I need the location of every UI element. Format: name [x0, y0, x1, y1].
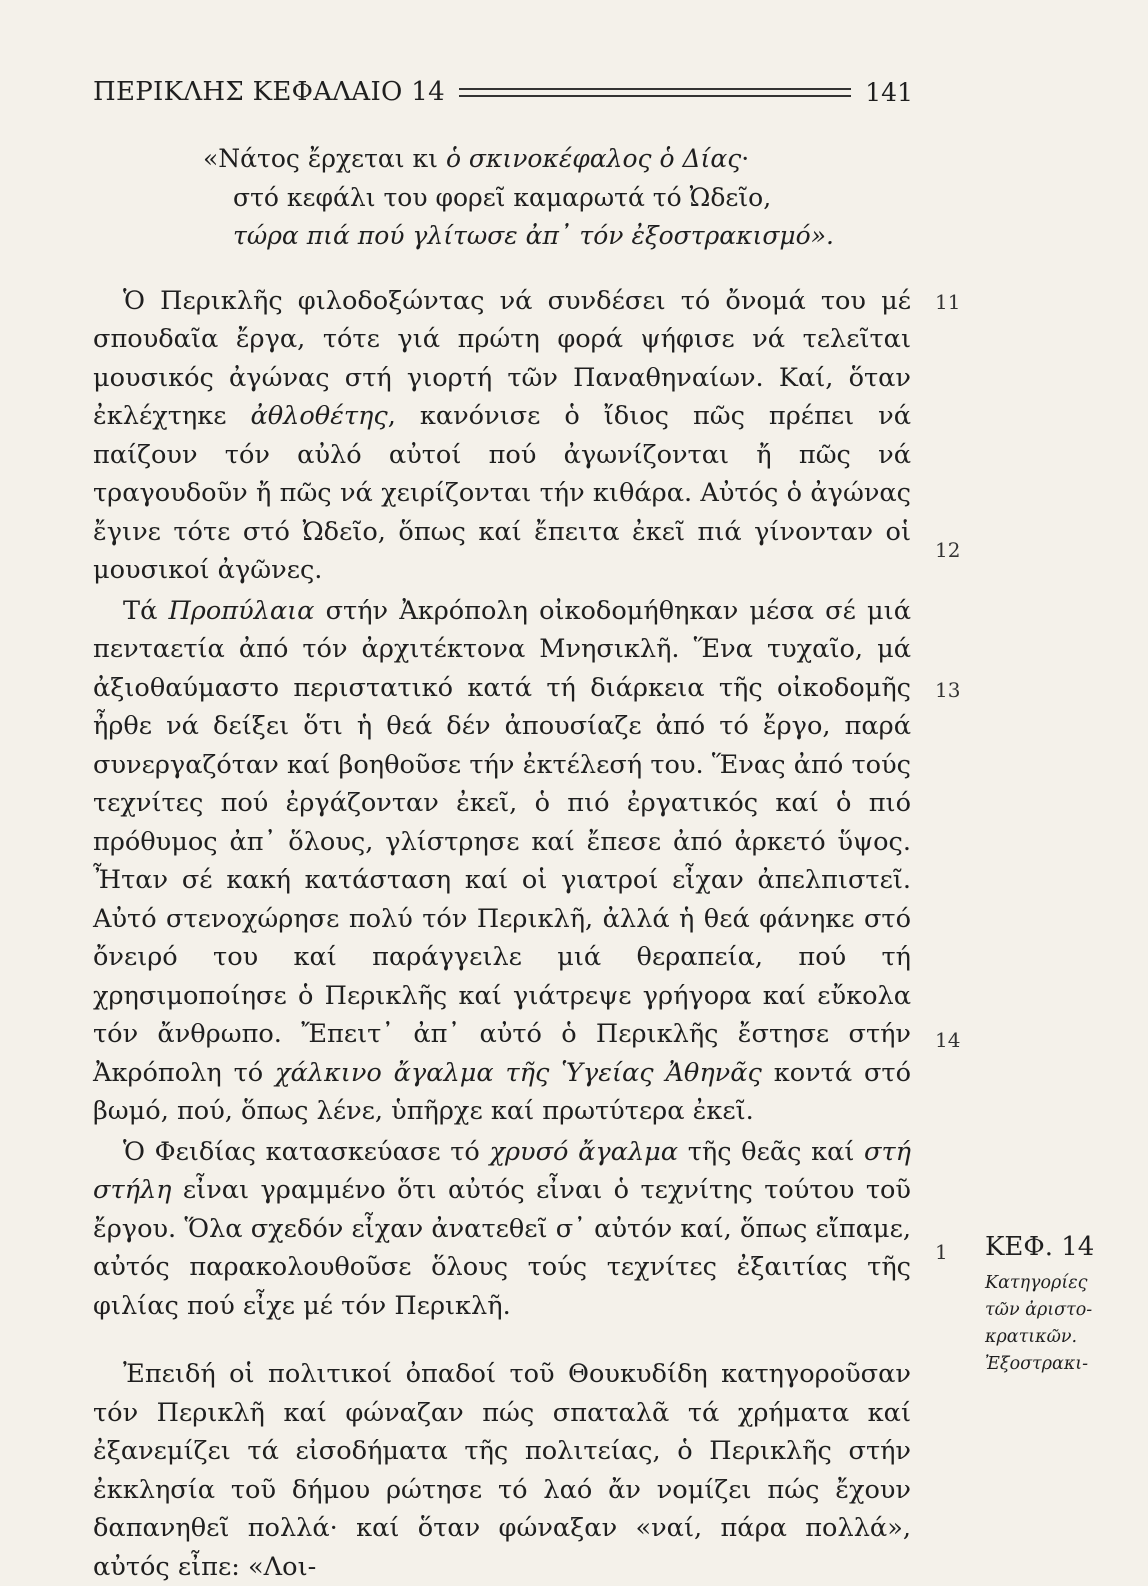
paragraph-14 — [93, 1133, 911, 1326]
paragraph-emphasis: Προπύλαια — [168, 595, 315, 626]
paragraph-chapter-14-1: Ἐπειδή οἱ πολιτικοί ὀπαδοί τοῦ Θουκυδίδη κατηγοροῦσαν τόν Περικλῆ καί φώναζαν πώς σπαταλᾶ τά χρήματα καί ἐξανεμίζει τά εἰσοδήματα τῆς πολιτείας, ὁ Περικλῆς στήν ἐκκλησία τοῦ δήμου ρώτησε τό λαό ἄν νομίζει πώς ἔχουν δαπανηθεῖ πολλά· καί ὅταν φώναξαν «ναί, πάρα πολλά», αὐτός εἶπε: «Λοι- — [93, 1359, 911, 1582]
paragraph-emphasis: ἀθλοθέτης — [250, 401, 388, 431]
sidenote-line: Κατηγορίες — [985, 1273, 1088, 1293]
verse-line — [203, 140, 911, 179]
quoted-verse — [203, 140, 911, 256]
verse-line-text: «Νάτος ἔρχεται κι — [203, 144, 446, 173]
paragraph-emphasis: χάλκινο ἄγαλμα τῆς Ὑγείας Ἀθηνᾶς — [274, 1057, 762, 1088]
running-title: ΠΕΡΙΚΛΗΣ ΚΕΦΑΛΑΙΟ 14 — [93, 77, 445, 107]
sidenote-line: τῶν ἀριστο- — [985, 1300, 1093, 1320]
page-number: 141 — [865, 77, 913, 107]
margin-number: 11 — [935, 290, 961, 314]
paragraph-text: τῆς θεᾶς καί — [678, 1136, 865, 1167]
verse-line: στό κεφάλι του φορεῖ καμαρωτά τό Ὠδεῖο, — [233, 182, 772, 212]
main-text — [93, 140, 911, 1586]
paragraph-11 — [93, 282, 911, 590]
paragraph-12 — [93, 592, 911, 1131]
sidenote — [985, 1232, 1145, 1378]
verse-line-emphasis: ὁ σκινοκέφαλος ὁ Δίας — [445, 144, 742, 173]
verse-line: τώρα πιά πού γλίτωσε ἀπ᾽ τόν ἐξοστρακισμό». — [233, 221, 834, 250]
sidenote-line: κρατικῶν. — [985, 1327, 1078, 1347]
paragraph-emphasis: χρυσό ἄγαλμα — [489, 1136, 679, 1167]
margin-number: 1 — [935, 1240, 948, 1264]
paragraph-text: Ὁ Περικλῆς φιλοδοξώντας νά συνδέσει τό ὄνομά του μέ σπουδαῖα ἔργα, τότε γιά πρώτη φορά ψήφισε νά τελεῖται μουσικός ἀγώνας στή γιορτή τῶν Παναθηναίων. Καί, ὅταν ἐκλέχτηκε — [93, 285, 911, 431]
header-rule — [459, 88, 851, 97]
paragraph-text: Ὁ Φειδίας κατασκεύασε τό — [123, 1136, 490, 1167]
verse-line-punct: · — [741, 144, 750, 173]
margin-number: 13 — [935, 678, 961, 702]
sidenote-line: Ἐξοστρακι- — [985, 1354, 1089, 1374]
paragraph-text: , κανόνισε ὁ ἴδιος πῶς πρέπει νά παίζουν τόν αὐλό αὐτοί πού ἀγωνίζονται ἤ πῶς νά τραγουδοῦν ἤ πῶς νά χειρίζονται τήν κιθάρα. Αὐτός ὁ ἀγώνας ἔγινε τότε στό Ὠδεῖο, ὅπως καί ἔπειτα ἐκεῖ πιά γίνονταν οἱ μουσικοί ἀγῶνες. — [93, 401, 911, 585]
sidenote-chapter: ΚΕΦ. 14 — [985, 1232, 1095, 1262]
sidenote-text — [985, 1270, 1145, 1378]
margin-number: 14 — [935, 1028, 961, 1052]
paragraph-text: Τά — [123, 595, 169, 626]
paragraph-text: εἶναι γραμμένο ὅτι αὐτός εἶναι ὁ τεχνίτης τούτου τοῦ ἔργου. Ὅλα σχεδόν εἶχαν ἀνατεθεῖ σ᾽ αὐτόν καί, ὅπως εἴπαμε, αὐτός παρακολουθοῦσε ὅλους τούς τεχνίτες ἐξαιτίας τῆς φιλίας πού εἶχε μέ τόν Περικλῆ. — [93, 1175, 911, 1321]
paragraph-text: στήν Ἀκρόπολη οἰκοδομήθηκαν μέσα σέ μιά πενταετία ἀπό τόν ἀρχιτέκτονα Μνησικλῆ. Ἕνα τυχαῖο, μά ἀξιοθαύμαστο περιστατικό κατά τή διάρκεια τῆς οἰκοδομῆς ἦρθε νά δείξει ὅτι ἡ θεά δέν ἀπουσίαζε ἀπό τό ἔργο, παρά συνεργαζόταν καί βοηθοῦσε τήν ἐκτέλεσή του. Ἕνας ἀπό τούς τεχνίτες πού ἐργάζονταν ἐκεῖ, ὁ πιό ἐργατικός καί ὁ πιό πρόθυμος ἀπ᾽ ὅλους, γλίστρησε καί ἔπεσε ἀπό ἀρκετό ὕψος. Ἦταν σέ κακή κατάσταση καί οἱ γιατροί εἶχαν ἀπελπιστεῖ. Αὐτό στενοχώρησε πολύ τόν Περικλῆ, ἀλλά ἡ θεά φάνηκε στό ὄνειρό του καί παράγγειλε μιά θεραπεία, πού τή χρησιμοποίησε ὁ Περικλῆς καί γιάτρεψε γρήγορα καί εὔκολα τόν ἄνθρωπο. Ἔπειτ᾽ ἀπ᾽ αὐτό ὁ Περικλῆς ἔστησε στήν Ἀκρόπολη τό — [93, 595, 911, 1088]
running-header — [93, 72, 913, 112]
paragraph-emphasis: στή στήλη — [93, 1136, 911, 1205]
margin-number: 12 — [935, 538, 961, 562]
paragraph-text: κοντά στό βωμό, πού, ὅπως λένε, ὑπῆρχε καί πρωτύτερα ἐκεῖ. — [93, 1057, 911, 1126]
